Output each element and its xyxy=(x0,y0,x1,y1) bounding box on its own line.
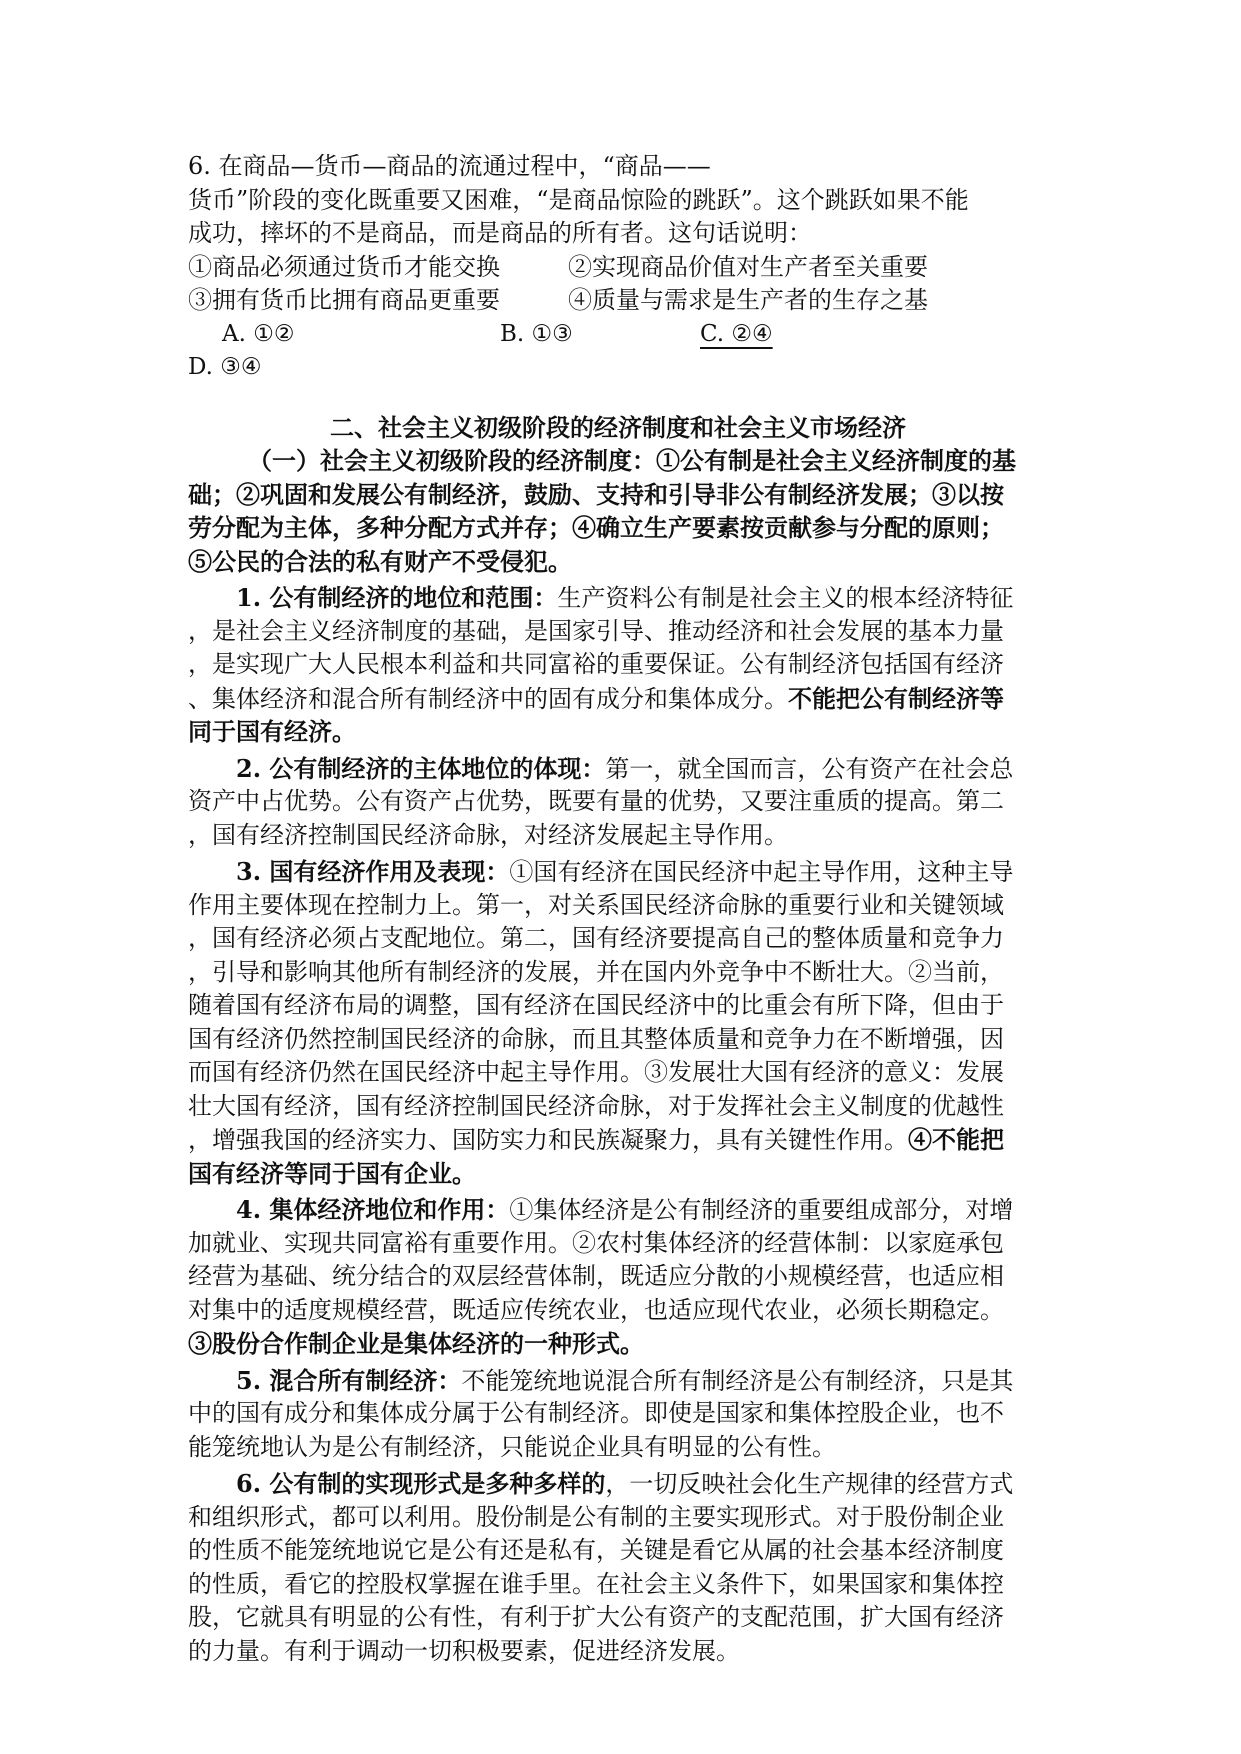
paragraph-4 xyxy=(188,1193,1048,1361)
paragraph-2 xyxy=(188,752,1048,853)
paragraph-text: ，一切反映社会化生产规律的经营方式 xyxy=(605,1470,1014,1498)
paragraph-emphasis: 不能把公有制经济等 xyxy=(788,683,1004,713)
paragraph-line: ，国有经济必须占支配地位。第二，国有经济要提高自己的整体质量和竞争力 xyxy=(188,924,1004,952)
paragraph-label: 1. 公有制经济的地位和范围： xyxy=(236,583,558,612)
paragraph-text: 第一，就全国而言，公有资产在社会总 xyxy=(605,754,1014,783)
choice-a: A. ①② xyxy=(222,320,295,347)
paragraph-emphasis: ③股份合作制企业是集体经济的一种形式。 xyxy=(188,1329,644,1358)
paragraph-line: 随着国有经济布局的调整，国有经济在国民经济中的比重会有所下降，但由于 xyxy=(188,991,1004,1019)
question-6 xyxy=(188,150,1048,385)
document-page xyxy=(188,150,1048,1668)
paragraph-line: 资产中占优势。公有资产占优势，既要有量的优势，又要注重质的提高。第二 xyxy=(188,787,1004,815)
paragraph-line: 股，它就具有明显的公有性，有利于扩大公有资产的支配范围，扩大国有经济 xyxy=(188,1603,1004,1631)
paragraph-label: 2. 公有制经济的主体地位的体现： xyxy=(236,753,606,783)
subsection-intro xyxy=(188,444,1048,578)
paragraph-line: 的性质，看它的控股权掌握在谁手里。在社会主义条件下，如果国家和集体控 xyxy=(188,1569,1004,1598)
paragraph-line: ，引导和影响其他所有制经济的发展，并在国内外竞争中不断壮大。②当前， xyxy=(188,957,1004,986)
choice-b: B. ①③ xyxy=(500,320,573,347)
question-line: 成功，摔坏的不是商品，而是商品的所有者。这句话说明： xyxy=(188,219,812,247)
paragraph-emphasis: 同于国有经济。 xyxy=(188,717,356,746)
paragraph-line: 国有经济仍然控制国民经济的命脉，而且其整体质量和竞争力在不断增强，因 xyxy=(188,1024,1004,1053)
intro-line: （一）社会主义初级阶段的经济制度：①公有制是社会主义经济制度的基 xyxy=(248,446,1016,475)
paragraph-line: 对集中的适度规模经营，既适应传统农业，也适应现代农业，必须长期稳定。 xyxy=(188,1295,1004,1324)
paragraph-line: 的性质不能笼统地说它是公有还是私有，关键是看它从属的社会基本经济制度 xyxy=(188,1536,1004,1564)
paragraph-5 xyxy=(188,1364,1048,1465)
choice-d: D. ③④ xyxy=(188,354,262,380)
paragraph-text: ①国有经济在国民经济中起主导作用，这种主导 xyxy=(509,858,1014,886)
paragraph-emphasis: 国有经济等同于国有企业。 xyxy=(188,1158,476,1188)
paragraph-line: 而国有经济仍然在国民经济中起主导作用。③发展壮大国有经济的意义：发展 xyxy=(188,1058,1004,1086)
section-title: 二、社会主义初级阶段的经济制度和社会主义市场经济 xyxy=(330,412,906,442)
paragraph-text: ①集体经济是公有制经济的重要组成部分，对增 xyxy=(509,1196,1014,1224)
paragraph-text: 生产资料公有制是社会主义的根本经济特征 xyxy=(557,584,1014,612)
paragraph-line: 加就业、实现共同富裕有重要作用。②农村集体经济的经营体制：以家庭承包 xyxy=(188,1228,1004,1257)
paragraph-line: 的力量。有利于调动一切积极要素，促进经济发展。 xyxy=(188,1636,740,1665)
paragraph-text: 、集体经济和混合所有制经济中的固有成分和集体成分。 xyxy=(188,684,788,713)
intro-line: ⑤公民的合法的私有财产不受侵犯。 xyxy=(188,546,572,576)
statement-row xyxy=(188,284,1048,318)
paragraph-label: 6. 公有制的实现形式是多种多样的 xyxy=(236,1469,606,1498)
answer-choices-continued xyxy=(188,351,1048,385)
choice-c-underlined: C. ②④ xyxy=(700,320,773,347)
intro-line: 础；②巩固和发展公有制经济，鼓励、支持和引导非公有制经济发展；③以按 xyxy=(188,479,1004,509)
paragraph-6 xyxy=(188,1467,1048,1668)
paragraph-line: 能笼统地认为是公有制经济，只能说企业具有明显的公有性。 xyxy=(188,1432,836,1461)
paragraph-line: 经营为基础、统分结合的双层经营体制，既适应分散的小规模经营，也适应相 xyxy=(188,1262,1004,1290)
paragraph-text: 不能笼统地说混合所有制经济是公有制经济，只是其 xyxy=(461,1366,1014,1395)
paragraph-3 xyxy=(188,855,1048,1190)
statement-3: ③拥有货币比拥有商品更重要 xyxy=(188,286,500,314)
question-line: 货币”阶段的变化既重要又困难，“是商品惊险的跳跃”。这个跳跃如果不能 xyxy=(188,185,969,214)
statement-2: ②实现商品价值对生产者至关重要 xyxy=(568,252,928,281)
paragraph-line: 壮大国有经济，国有经济控制国民经济命脉，对于发挥社会主义制度的优越性 xyxy=(188,1091,1004,1120)
paragraph-line: ，是实现广大人民根本利益和共同富裕的重要保证。公有制经济包括国有经济 xyxy=(188,650,1004,678)
paragraph-label: 3. 国有经济作用及表现： xyxy=(236,857,510,886)
paragraph-label: 4. 集体经济地位和作用： xyxy=(236,1195,510,1224)
paragraph-text: ，增强我国的经济实力、国防实力和民族凝聚力，具有关键性作用。 xyxy=(188,1126,908,1154)
intro-line: 劳分配为主体，多种分配方式并存；④确立生产要素按贡献参与分配的原则； xyxy=(188,513,1004,542)
paragraph-1 xyxy=(188,581,1048,749)
statement-1: ①商品必须通过货币才能交换 xyxy=(188,252,500,281)
paragraph-line: 作用主要体现在控制力上。第一，对关系国民经济命脉的重要行业和关键领域 xyxy=(188,890,1004,919)
paragraph-line: ，是社会主义经济制度的基础，是国家引导、推动经济和社会发展的基本力量 xyxy=(188,616,1004,645)
paragraph-emphasis: ④不能把 xyxy=(908,1125,1004,1154)
paragraph-line: ，国有经济控制国民经济命脉，对经济发展起主导作用。 xyxy=(188,820,788,849)
statement-4: ④质量与需求是生产者的生存之基 xyxy=(568,286,928,314)
paragraph-line: 和组织形式，都可以利用。股份制是公有制的主要实现形式。对于股份制企业 xyxy=(188,1502,1004,1531)
paragraph-label: 5. 混合所有制经济： xyxy=(236,1365,462,1395)
answer-choices xyxy=(188,318,1048,352)
paragraph-line: 中的国有成分和集体成分属于公有制经济。即使是国家和集体控股企业，也不 xyxy=(188,1399,1004,1427)
statement-row xyxy=(188,251,1048,285)
question-line: 6. 在商品—货币—商品的流通过程中，“商品—— xyxy=(188,152,711,180)
